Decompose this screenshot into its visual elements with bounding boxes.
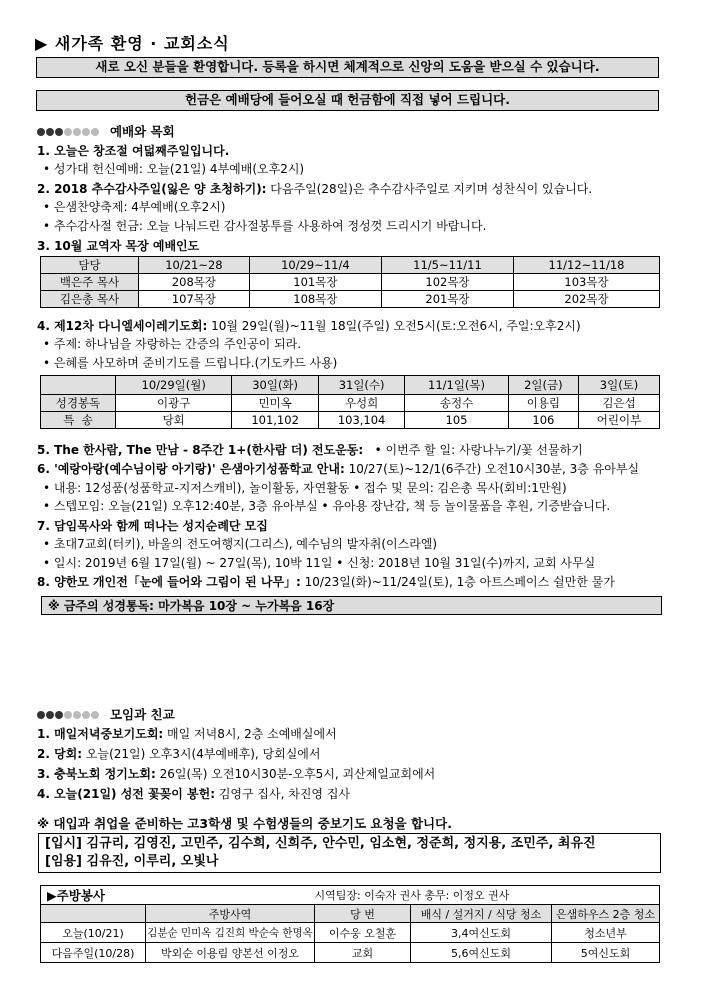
kitchen-title: ▶주방봉사: [47, 888, 105, 903]
table-cell: 이용림: [508, 395, 578, 412]
table-header: 30일(화): [232, 376, 318, 395]
notice-line: 1. 오늘은 창조절 여덟째주일입니다.: [37, 144, 230, 158]
table-cell: 5여신도회: [552, 943, 660, 963]
offering-notice: 헌금은 예배당에 들어오실 때 헌금함에 직접 넣어 드립니다.: [36, 90, 659, 111]
table-cell: 3,4여신도회: [411, 923, 552, 943]
notice-line: • 추수감사절 헌금: 오늘 나눠드린 감사절봉투를 사용하여 정성껏 드리시기 바랍니다.: [43, 219, 487, 233]
notice-line: 8. 양한모 개인전「눈에 들어와 그림이 된 나무」: 10/23일(화)~11/24일(토), 1층 아트스페이스 쉴만한 물가: [37, 575, 615, 589]
table-header: 11/5~11/11: [381, 257, 513, 274]
table-header: [41, 376, 116, 395]
notice-line: • 주제: 하나님을 자랑하는 간증의 주인공이 되라.: [43, 337, 302, 351]
prayer-names-box: [38, 833, 661, 873]
prayer-request: ※ 대입과 취업을 준비하는 고3학생 및 수험생들의 중보기도 요청을 합니다.: [37, 816, 452, 831]
table-cell: 백은주 목사: [41, 274, 139, 291]
worship-heading-text: 예배와 목회: [109, 124, 175, 139]
weekly-reading-box: ※ 금주의 성경통독: 마가복음 10장 ~ 누가복음 16장: [41, 596, 662, 615]
notice-line: • 성가대 헌신예배: 오늘(21일) 4부예배(오후2시): [43, 162, 305, 176]
bullet-dots-icon: [37, 707, 100, 722]
table-cell: 201목장: [381, 291, 513, 308]
table-header: 31일(수): [318, 376, 404, 395]
table-cell: 김은섭: [579, 395, 660, 412]
table-cell: 106: [508, 412, 578, 429]
notice-line: 5. The 한사람, The 만남 - 8주간 1+(한사람 더) 전도운동: • 이번주 할 일: 사랑나누기/꽃 선물하기: [37, 443, 583, 457]
kitchen-service-table: [40, 885, 660, 963]
notice-line: • 스텝모임: 오늘(21일) 오후12:40분, 3층 유아부실 • 유아용 장난감, 책 등 놀이물품을 후원, 기증받습니다.: [43, 499, 611, 513]
welcome-notice: 새로 오신 분들을 환영합니다. 등록을 하시면 체계적으로 신앙의 도움을 받으실 수 있습니다.: [36, 57, 659, 78]
table-header: 주방사역: [146, 905, 315, 923]
notice-line: 7. 담임목사와 함께 떠나는 성지순례단 모집: [37, 519, 268, 533]
reading-schedule-table: [40, 375, 660, 429]
table-cell: 103,104: [318, 412, 404, 429]
table-header: 11/1일(목): [405, 376, 508, 395]
table-header: 10/29일(월): [116, 376, 232, 395]
table-cell: 우성희: [318, 395, 404, 412]
table-cell: 청소년부: [552, 923, 660, 943]
table-cell: 202목장: [514, 291, 660, 308]
table-cell: 102목장: [381, 274, 513, 291]
table-cell: 103목장: [514, 274, 660, 291]
table-cell: 송정수: [405, 395, 508, 412]
table-header: 담당: [41, 257, 139, 274]
notice-line: 2. 2018 추수감사주일(잃은 양 초청하기): 다음주일(28일)은 추수감사주일로 지키며 성찬식이 있습니다.: [37, 182, 593, 196]
notice-line: 2. 당회: 오늘(21일) 오후3시(4부예배후), 당회실에서: [37, 747, 321, 761]
notice-line: 4. 오늘(21일) 성전 꽃꽂이 봉헌: 김영구 집사, 차진영 집사: [37, 787, 351, 801]
notice-line: • 은혜를 사모하며 준비기도를 드립니다.(기도카드 사용): [43, 356, 338, 370]
table-cell: 민미옥: [232, 395, 318, 412]
notice-line: • 초대7교회(터키), 바울의 전도여행지(그리스), 예수님의 발자취(이스라엘): [43, 537, 438, 551]
table-cell: 김분순 민미옥 김진희 박순숙 한명옥: [146, 923, 315, 943]
table-cell: 208목장: [139, 274, 250, 291]
table-header: [41, 905, 146, 923]
table-header: 배식 / 설거지 / 식당 청소: [411, 905, 552, 923]
table-cell: 김은총 목사: [41, 291, 139, 308]
worship-heading: [37, 122, 175, 140]
notice-line: 3. 10월 교역자 목장 예배인도: [37, 239, 200, 253]
kitchen-leaders: 시역팀장: 이숙자 권사 총무: 이정오 권사: [315, 886, 660, 905]
notice-line: 6. '예랑아랑(예수님이랑 아기랑)' 은샘아기성품학교 안내: 10/27(토)~12/1(6주간) 오전10시30분, 3층 유아부실: [37, 462, 640, 476]
table-header: 은샘하우스 2층 청소: [552, 905, 660, 923]
table-cell: 105: [405, 412, 508, 429]
section-title: ▶ 새가족 환영 · 교회소식: [35, 34, 230, 53]
names-line: [입시] 김규리, 김영진, 고민주, 김수희, 신희주, 안수민, 임소현, 정준희, 정지용, 조민주, 최유진: [45, 836, 596, 851]
pastor-schedule-table: [40, 256, 660, 308]
table-cell: 다음주일(10/28): [41, 943, 146, 963]
names-line: [임용] 김유진, 이루리, 오빛나: [45, 854, 219, 869]
table-cell: 오늘(10/21): [41, 923, 146, 943]
table-cell: 성경봉독: [41, 395, 116, 412]
table-cell: 108목장: [249, 291, 381, 308]
table-cell: 이광구: [116, 395, 232, 412]
fellowship-heading: [37, 705, 175, 723]
table-cell: 101목장: [249, 274, 381, 291]
table-cell: 박외순 이용림 양본선 이정오: [146, 943, 315, 963]
table-cell: 5,6여신도회: [411, 943, 552, 963]
table-header: 당 번: [315, 905, 411, 923]
notice-line: 1. 매일저녁중보기도회: 매일 저녁8시, 2층 소예배실에서: [37, 727, 337, 741]
notice-line: 4. 제12차 다니엘세이레기도회: 10월 29일(월)~11월 18일(주일) 오전5시(토:오전6시, 주일:오후2시): [37, 319, 581, 333]
bullet-dots-icon: [37, 124, 100, 139]
fellowship-heading-text: 모임과 친교: [109, 707, 175, 722]
notice-line: • 내용: 12성품(성품학교-지저스캐비), 놀이활동, 자연활동 • 접수 및 문의: 김은총 목사(회비:1만원): [43, 481, 567, 495]
table-cell: 이수웅 오철훈: [315, 923, 411, 943]
notice-line: 3. 충북노회 정기노회: 26일(목) 오전10시30분-오후5시, 괴산제일교회에서: [37, 767, 436, 781]
table-cell: 교회: [315, 943, 411, 963]
table-header: 3일(토): [579, 376, 660, 395]
table-cell: 특 송: [41, 412, 116, 429]
table-header: 2일(금): [508, 376, 578, 395]
table-cell: 107목장: [139, 291, 250, 308]
notice-line: • 은샘찬양축제: 4부예배(오후2시): [43, 200, 226, 214]
notice-line: • 일시: 2019년 6월 17일(월) ~ 27일(목), 10박 11일 • 신청: 2018년 10월 31일(수)까지, 교회 사무실: [43, 556, 596, 570]
table-cell: 어린이부: [579, 412, 660, 429]
table-cell: 101,102: [232, 412, 318, 429]
table-cell: 당회: [116, 412, 232, 429]
table-header: 10/21~28: [139, 257, 250, 274]
table-header: 11/12~11/18: [514, 257, 660, 274]
table-header: 10/29~11/4: [249, 257, 381, 274]
